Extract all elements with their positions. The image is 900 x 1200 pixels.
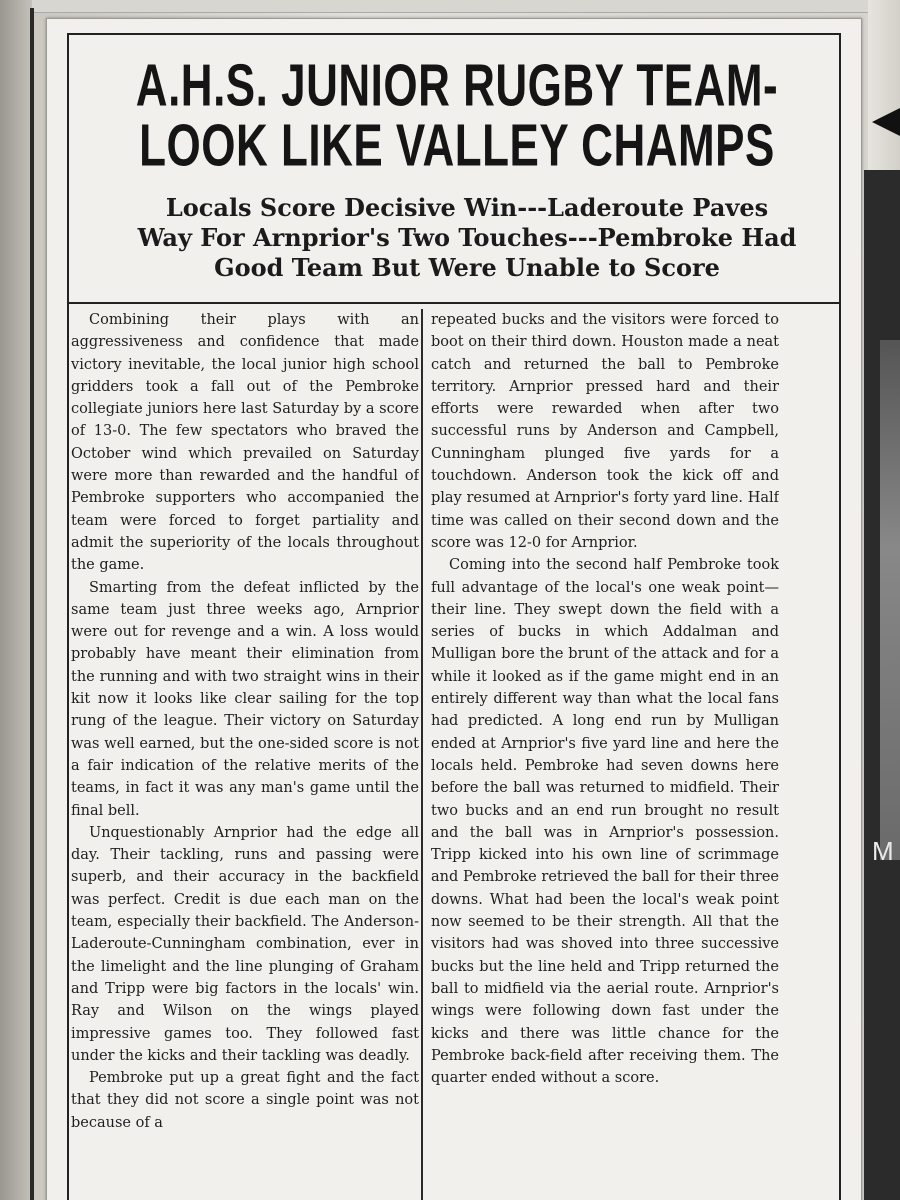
article-column-left — [71, 309, 419, 1200]
headline-line-2: LOOK LIKE VALLEY CHAMPS — [139, 113, 775, 180]
paragraph: Coming into the second half Pembroke took full advantage of the local's one weak point—their line. They swept down the field with a series of bucks in which Addalman and Mulligan bore the brunt of the attack and for a while it looked as if the game might end in an entirely different way than what the local fans had predicted. A long end run by Mulligan ended at Arnprior's five yard line and here the locals held. Pembroke had seven downs here before the ball was returned to midfield. Their two bucks and an end run brought no result and the ball was in Arnprior's possession. Tripp kicked into his own line of scrimmage and Pembroke retrieved the ball for their three downs. What had been the local's weak point now seemed to be their strength. All that the visitors had was shoved into three successive bucks but the line held and Tripp returned the ball to midfield via the aerial route. Arnprior's wings were following down fast under the kicks and there was little chance for the Pembroke back-field after receiving them. The quarter ended without a score. — [431, 557, 779, 1087]
arrow-pointer-icon — [872, 108, 900, 136]
paragraph: Combining their plays with an aggressiveness and confidence that made victory inevitable, the local junior high school gridders took a fall out of the Pembroke collegiate juniors here last Saturday by a score of 13-0. The few spectators who braved the October wind which prevailed on Saturday were more than rewarded and the handful of Pembroke supporters who accompanied the team were forced to forget partiality and admit the superiority of the locals throughout the game. — [71, 312, 419, 574]
adjacent-photo — [880, 340, 900, 860]
paragraph: Unquestionably Arnprior had the edge all day. Their tackling, runs and passing were superb, and their accuracy in the backfield was perfect. Credit is due each man on the team, especially their backfield. The Anderson-Laderoute-Cunningham combination, ever in the limelight and the line plunging of Graham and Tripp were big factors in the locals' win. Ray and Wilson on the wings played impressive games too. They followed fast under the kicks and their tackling was deadly. — [71, 824, 419, 1064]
side-caption-letter: M — [872, 836, 894, 866]
deck-divider — [69, 302, 839, 304]
newspaper-clipping — [46, 18, 862, 1200]
display-board-top — [0, 0, 900, 13]
left-frame-line — [30, 8, 34, 1200]
paragraph: Pembroke put up a great fight and the fact that they did not score a single point was not because of a — [71, 1070, 419, 1131]
paragraph: Smarting from the defeat inflicted by the same team just three weeks ago, Arnprior were out for revenge and a win. A loss would probably have meant their elimination from the running and with two straight wins in their kit now it looks like clear sailing for the top rung of the league. Their victory on Saturday was well earned, but the one-sided score is not a fair indication of the relative merits of the teams, in fact it was any man's game until the final bell. — [71, 579, 419, 819]
paragraph: repeated bucks and the visitors were forced to boot on their third down. Houston made a neat catch and returned the ball to Pembroke territory. Arnprior pressed hard and their efforts were rewarded when after two successful runs by Anderson and Campbell, Cunningham plunged five yards for a touchdown. Anderson took the kick off and play resumed at Arnprior's forty yard line. Half time was called on their second down and the score was 12-0 for Arnprior. — [431, 312, 779, 551]
column-divider — [421, 309, 423, 1200]
sub-headline: Locals Score Decisive Win---Laderoute Paves Way For Arnprior's Two Touches---Pembroke Had Good Team But Were Unable to Score — [137, 193, 797, 282]
headline-line-1: A.H.S. JUNIOR RUGBY TEAM- — [135, 53, 779, 120]
left-mat — [0, 0, 32, 1200]
article-column-right — [431, 309, 779, 1200]
